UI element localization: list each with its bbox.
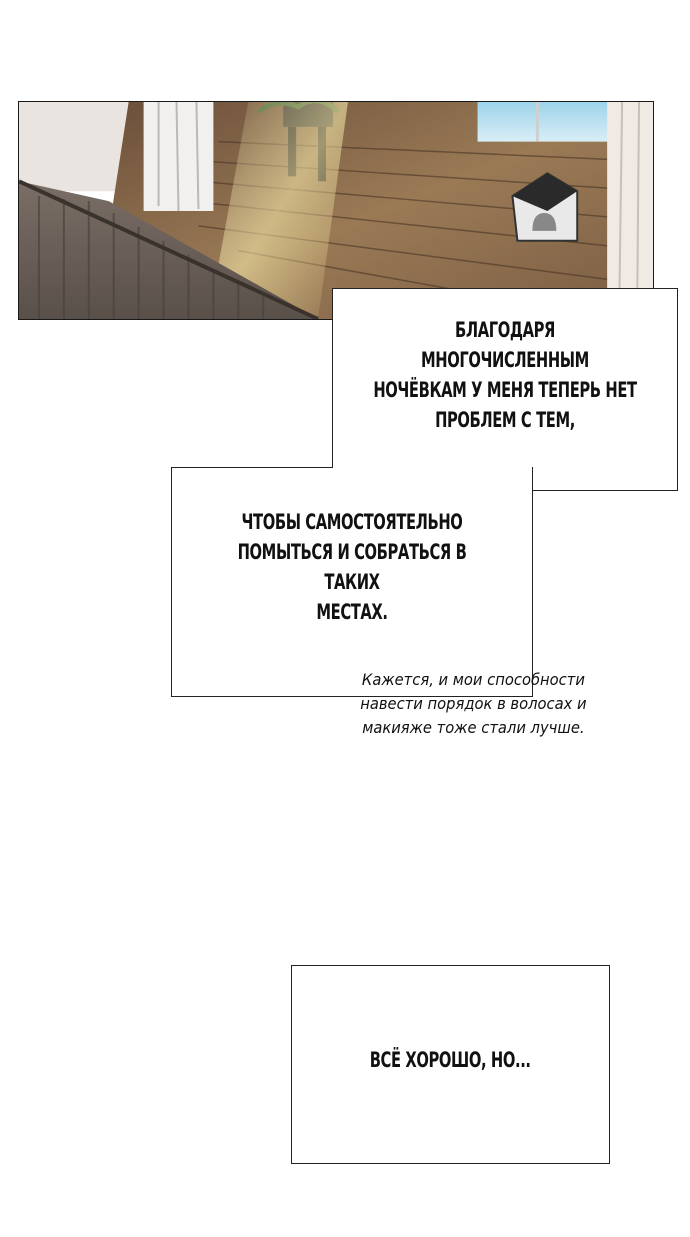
narration-text-3: ВСЁ ХОРОШО, НО... xyxy=(370,1047,531,1072)
aside-caption: Кажется, и мои способности навести порядок в волосах и макияже тоже стали лучше. xyxy=(360,670,587,737)
narration-text-2: ЧТОБЫ САМОСТОЯТЕЛЬНО ПОМЫТЬСЯ И СОБРАТЬСЯ В ТАКИХ МЕСТАХ. xyxy=(237,509,467,624)
narration-text-1: БЛАГОДАРЯ МНОГОЧИСЛЕННЫМ НОЧЁВКАМ У МЕНЯ ТЕПЕРЬ НЕТ ПРОБЛЕМ С ТЕМ, xyxy=(373,318,637,432)
room-interior-illustration xyxy=(19,102,653,319)
narration-box-1 xyxy=(332,288,678,491)
narration-box-2-edge xyxy=(171,467,333,468)
narration-box-3 xyxy=(291,965,610,1164)
narration-box-1-edge xyxy=(532,490,678,491)
narration-box-2 xyxy=(171,467,533,697)
